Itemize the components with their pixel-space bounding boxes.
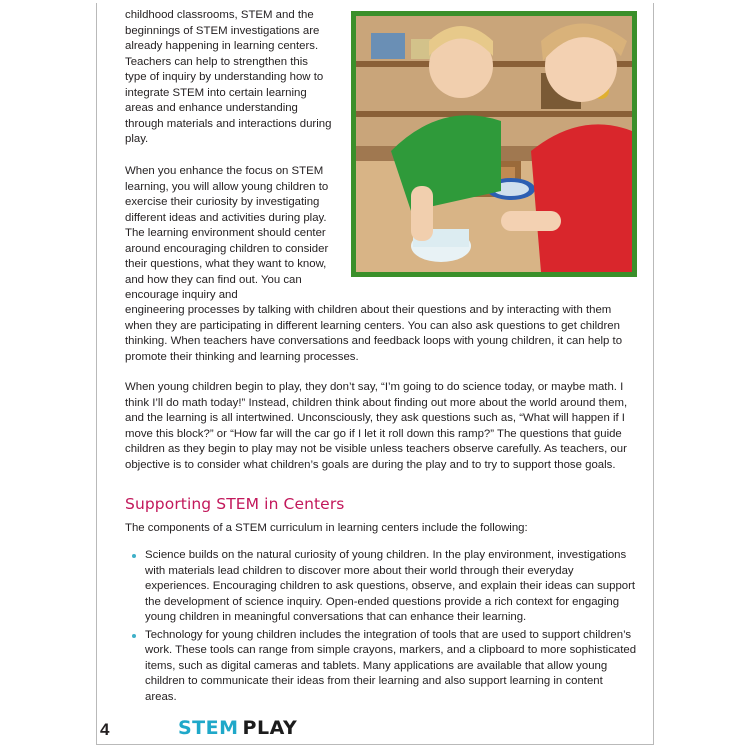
logo-play-text: PLAY <box>242 717 298 739</box>
list-item <box>125 548 637 626</box>
paragraph-enhance-focus: When you enhance the focus on STEM learning, you will allow young children to exercise their curiosity by investigating different ideas and activities during play. The learning environment should center around encouraging children to consider their questions, what they want to know, and how they can find out. You can encourage inquiry and <box>125 165 329 301</box>
page-number: 4 <box>100 720 110 739</box>
stem-play-logo <box>178 717 297 741</box>
paragraph-young-children-play: When young children begin to play, they don’t say, “I’m going to do science today, or maybe math. I think I’ll do math today!” Instead, children think about finding out more about the world around them, and the learning is all intertwined. Unconsciously, they ask questions such as, “What will happen if I move this block?” or “How far will the car go if I let it roll down this ramp?” The questions that guide children as they begin to play may not be visible unless teachers observe carefully. As teachers, our objective is to consider what children’s goals are during the play and to try to support those goals. <box>125 381 628 471</box>
component-list <box>125 548 637 705</box>
bullet-icon <box>132 634 136 638</box>
bullet-icon <box>132 554 136 558</box>
children-playing-photo <box>351 11 637 277</box>
bullet-text-science: Science builds on the natural curiosity of young children. In the play environment, investigations with materials lead children to discover more about their world through their everyday experiences. Encouraging children to ask questions, observe, and explain their ideas can support the development of science inquiry. Open-ended questions provide a rich context for engaging young children in meaningful conversations that can enhance their learning. <box>145 549 636 623</box>
paragraph-engineering-processes: engineering processes by talking with children about their questions and by interacting with them when they are participating in different learning centers. You can also ask questions to get children thinking. When teachers have conversations and feedback loops with young children, it can help to promote their thinking and learning processes. <box>125 304 623 363</box>
list-item <box>125 628 637 706</box>
section-heading: Supporting STEM in Centers <box>125 495 345 513</box>
document-page <box>96 3 654 745</box>
bullet-text-technology: Technology for young children includes the integration of tools that are used to support children’s work. These tools can range from simple crayons, markers, and a clipboard to more sophisticated items, such as digital cameras and tablets. Many applications are available that allow young children to communicate their ideas from their learning and also support learning in content areas. <box>145 628 637 703</box>
logo-stem-text: STEM <box>178 717 239 739</box>
photo-illustration <box>351 11 637 277</box>
section-intro: The components of a STEM curriculum in learning centers include the following: <box>125 522 528 534</box>
paragraph-intro-continued: childhood classrooms, STEM and the beginnings of STEM investigations are already happening in learning centers. Teachers can help to strengthen this type of inquiry by understanding how to integrate STEM into certain learning areas and enhance understanding through materials and interactions during play. <box>125 9 332 145</box>
